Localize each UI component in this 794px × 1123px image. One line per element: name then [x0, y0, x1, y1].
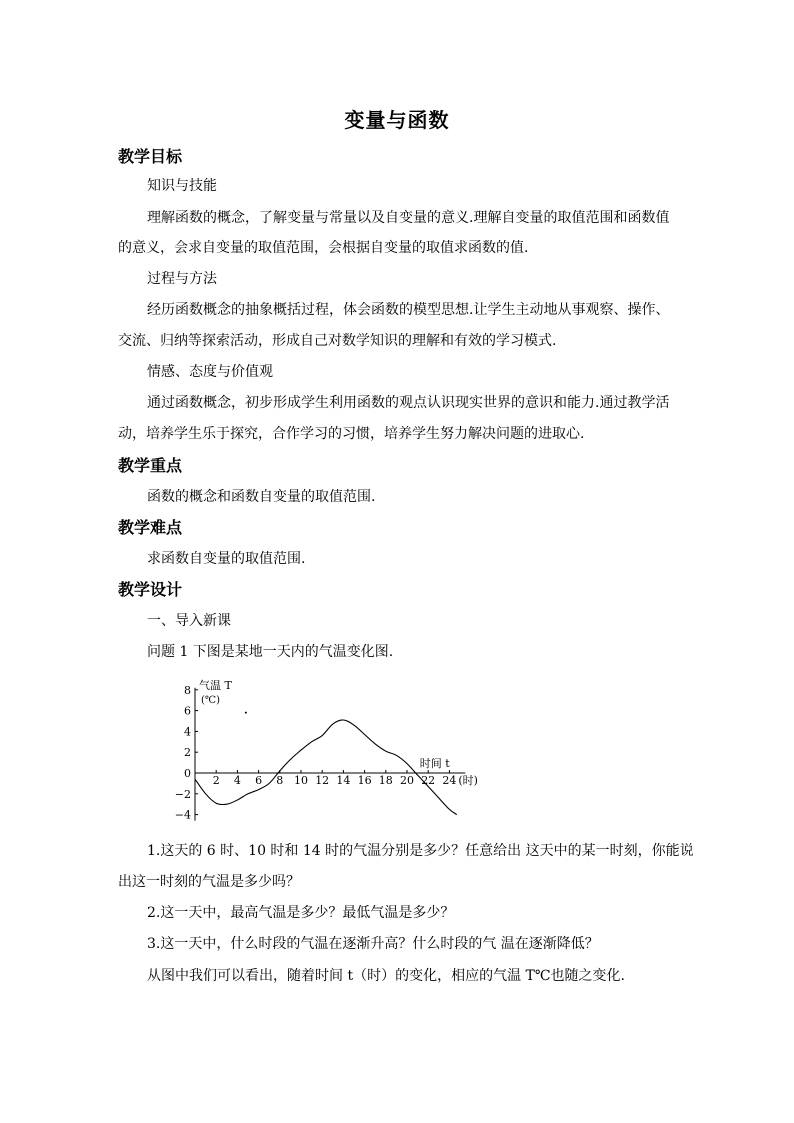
process-heading: 过程与方法	[147, 271, 217, 287]
emotion-heading: 情感、态度与价值观	[147, 364, 273, 380]
x-tick-label: 4	[233, 774, 241, 787]
y-tick-label: −2	[174, 787, 191, 801]
emotion-line-2: 动，培养学生乐于探究，合作学习的习惯，培养学生努力解决问题的进取心.	[118, 426, 585, 442]
x-tick-label: 20	[400, 774, 414, 787]
y-tick-label: 2	[184, 746, 191, 760]
knowledge-line-1: 理解函数的概念，了解变量与常量以及自变量的意义.理解自变量的取值范围和函数值	[147, 210, 670, 226]
emotion-line-1: 通过函数概念，初步形成学生利用函数的观点认识现实世界的意识和能力.通过教学活	[147, 395, 670, 411]
x-tick-label: 8	[276, 774, 284, 787]
knowledge-line-2: 的意义，会求自变量的取值范围，会根据自变量的取值求函数的值.	[118, 240, 529, 256]
x-tick-label: 22	[421, 774, 436, 787]
x-axis-title: 时间 t	[419, 757, 450, 770]
y-tick-label: 6	[184, 704, 191, 718]
x-tick-label: 12	[315, 774, 330, 787]
question-1-line-1: 1.这天的 6 时、10 时和 14 时的气温分别是多少？任意给出 这天中的某一时刻，你能说	[147, 843, 694, 859]
document-title: 变量与函数	[344, 108, 450, 132]
difficulty-heading: 教学难点	[118, 518, 183, 537]
process-line-1: 经历函数概念的抽象概括过程，体会函数的模型思想.让学生主动地从事观察、操作、	[147, 302, 670, 318]
problem-text: 问题 1 下图是某地一天内的气温变化图.	[147, 644, 394, 660]
temperature-chart	[165, 674, 485, 824]
x-tick-label: 16	[357, 774, 372, 787]
conclusion-text: 从图中我们可以看出，随着时间 t（时）的变化，相应的气温 T℃也随之变化.	[147, 968, 625, 984]
y-tick-label: −4	[174, 808, 191, 822]
objectives-heading: 教学目标	[118, 147, 183, 166]
key-points-heading: 教学重点	[118, 456, 183, 475]
marker-dot	[245, 712, 247, 714]
x-axis-unit: (时)	[458, 774, 478, 787]
x-tick-label: 6	[255, 774, 263, 787]
design-heading: 教学设计	[118, 580, 183, 599]
x-tick-label: 18	[378, 774, 393, 787]
x-tick-label: 2	[212, 774, 220, 787]
intro-heading: 一、导入新课	[147, 613, 231, 629]
question-3: 3.这一天中，什么时段的气温在逐渐升高？什么时段的气 温在逐渐降低？	[147, 936, 599, 952]
process-line-2: 交流、归纳等探索活动，形成自己对数学知识的理解和有效的学习模式.	[118, 333, 557, 349]
x-tick-label: 14	[336, 774, 351, 787]
y-axis-unit: (℃)	[201, 695, 220, 706]
y-tick-label: 4	[184, 725, 191, 739]
temperature-series-line	[195, 720, 457, 815]
knowledge-heading: 知识与技能	[147, 178, 217, 194]
x-tick-label: 10	[294, 774, 308, 787]
key-points-text: 函数的概念和函数自变量的取值范围.	[147, 489, 376, 505]
y-tick-label: 0	[184, 767, 191, 780]
temperature-chart-svg	[165, 674, 485, 824]
difficulty-text: 求函数自变量的取值范围.	[147, 551, 306, 567]
x-tick-label: 24	[442, 774, 457, 787]
question-2: 2.这一天中，最高气温是多少？最低气温是多少？	[147, 905, 455, 921]
y-tick-label: 8	[184, 683, 191, 697]
question-1-line-2: 出这一时刻的气温是多少吗？	[118, 874, 300, 890]
y-axis-title: 气温 T	[199, 679, 232, 692]
